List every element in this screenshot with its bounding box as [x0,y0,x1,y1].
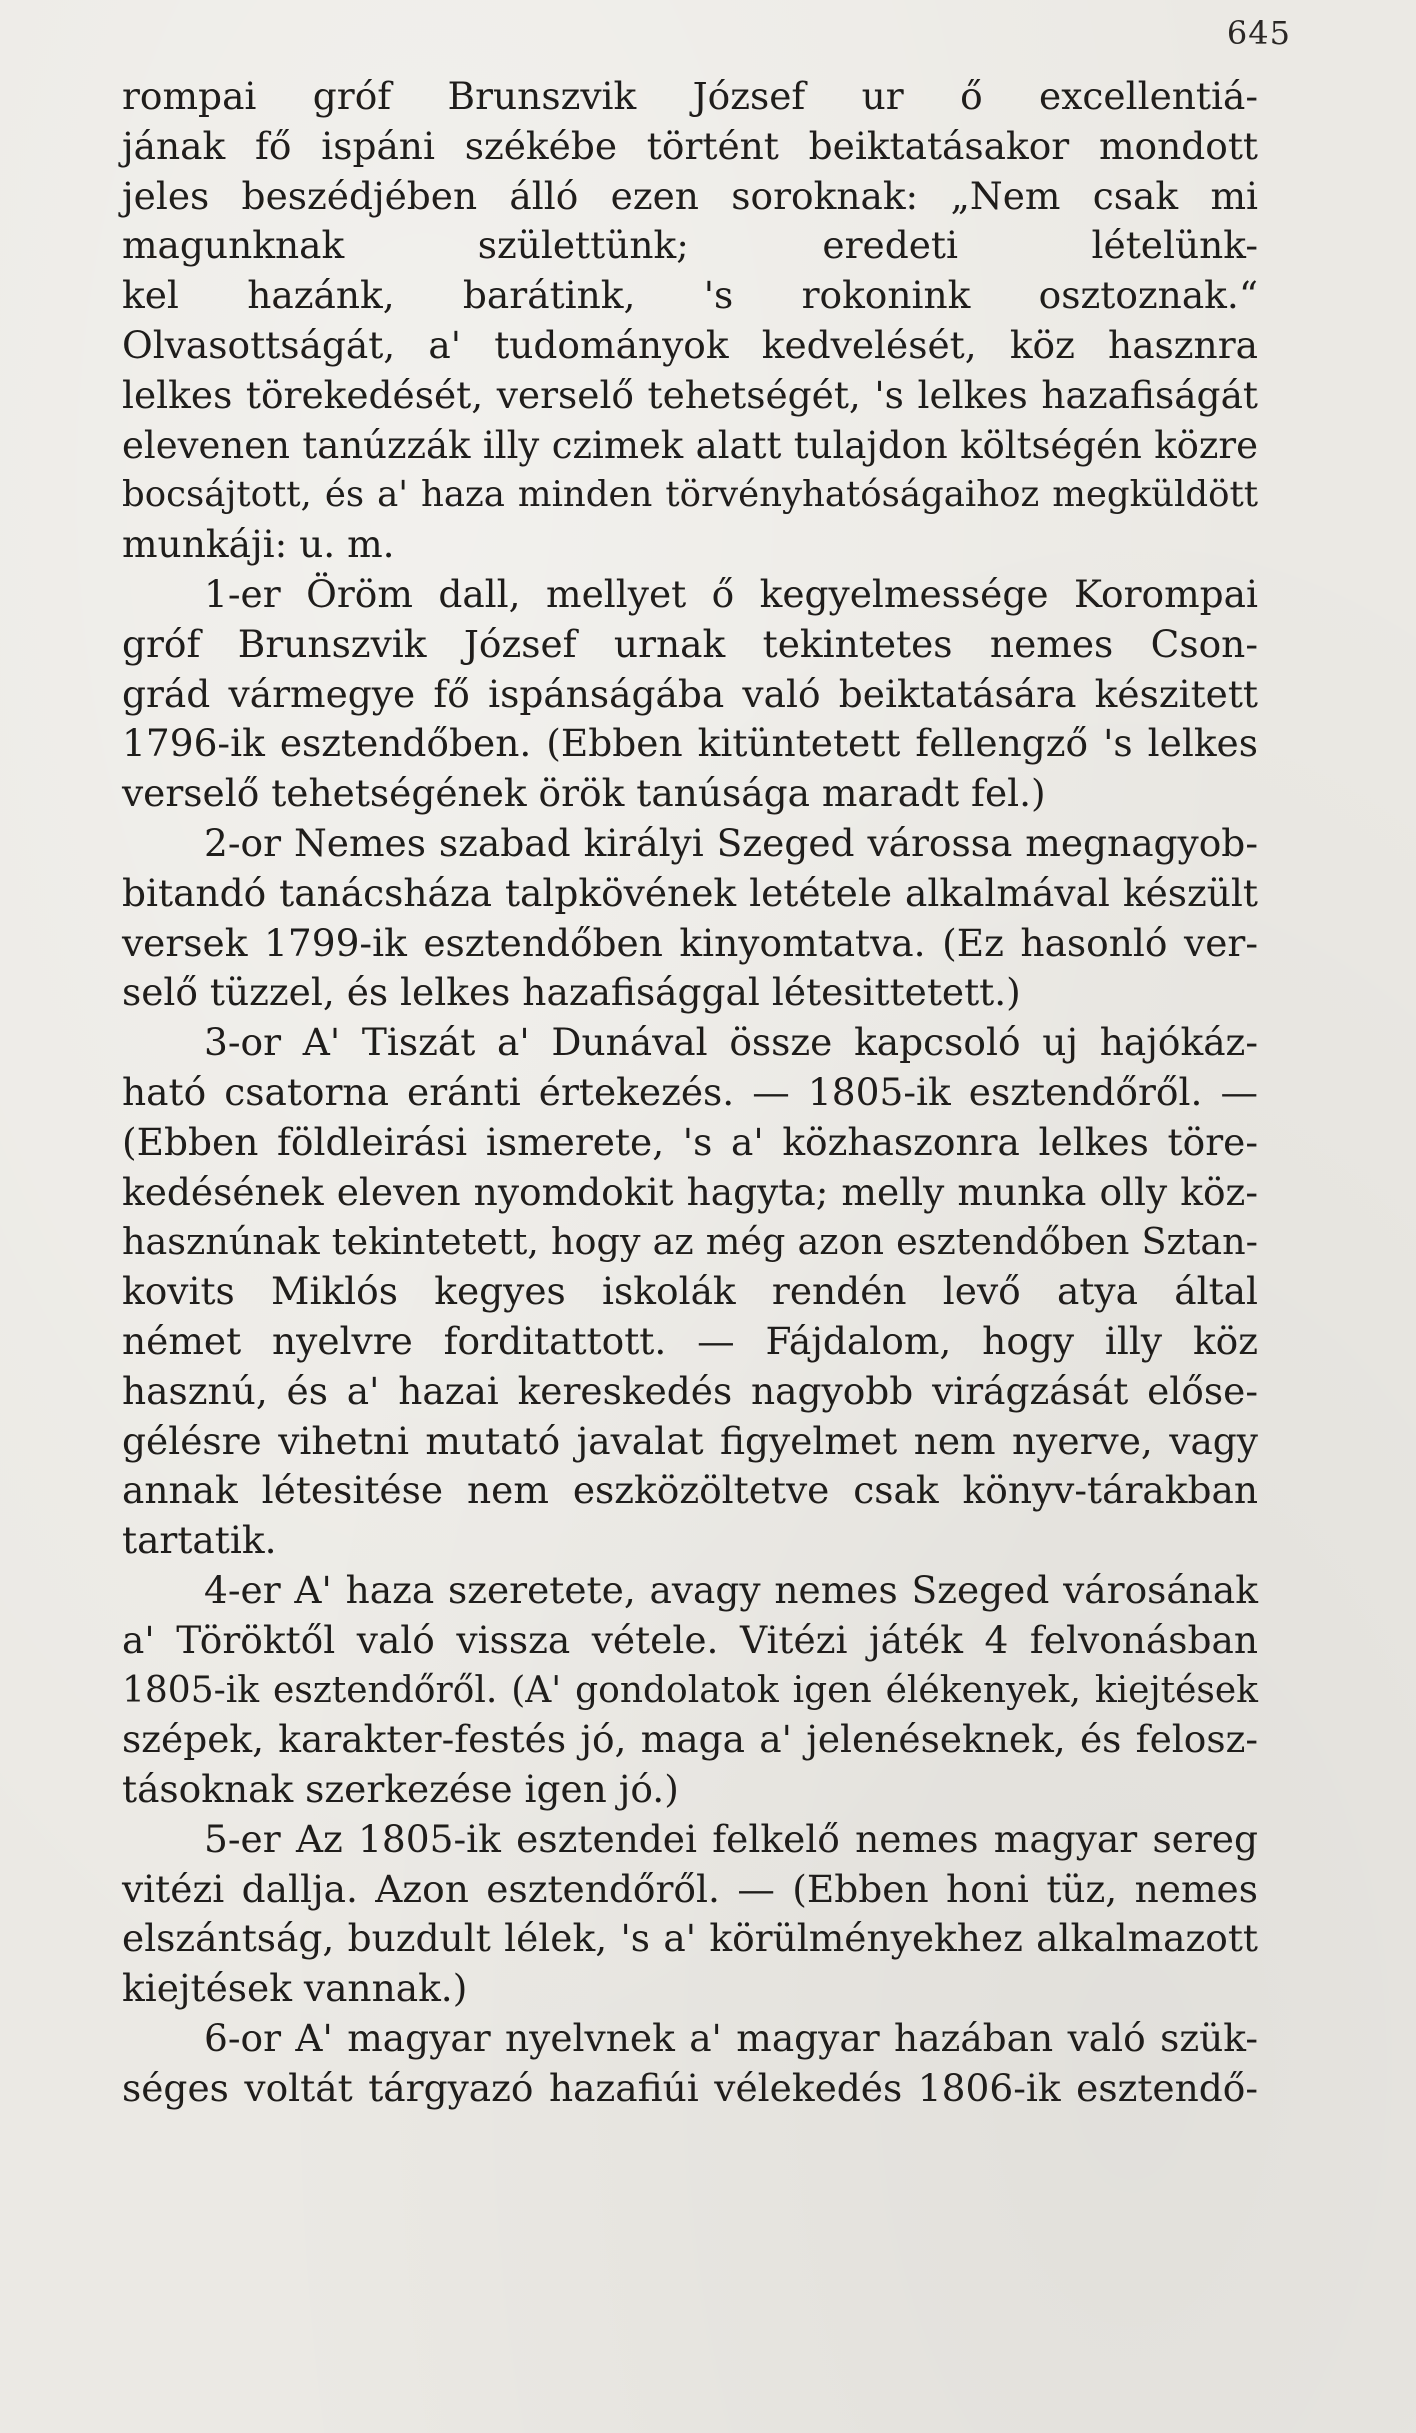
text-line: annak létesitése nem eszközöltetve csak könyv-tárakban [122,1468,1258,1513]
text-line: bitandó tanácsháza talpkövének letétele alkalmával készült [122,870,1258,915]
text-line: magunknak születtünk; eredeti lételünk- [122,223,1258,268]
text-line: hasznúnak tekintetett, hogy az még azon esztendőben Sztan- [122,1220,1258,1264]
text-line: német nyelvre forditattott. — Fájdalom, hogy illy köz [122,1318,1258,1363]
text-line: jának fő ispáni székébe történt beiktatásakor mondott [122,123,1258,168]
text-line: jeles beszédjében álló ezen soroknak: „Nem csak mi [122,173,1258,218]
text-line: tásoknak szerkezése igen jó.) [122,1767,679,1812]
text-line: elszántság, buzdult lélek, 's a' körülményekhez alkalmazott [122,1916,1258,1961]
text-line: munkáji: u. m. [122,522,395,567]
text-line: kedésének eleven nyomdokit hagyta; melly munka olly köz- [122,1169,1258,1214]
text-line: 5-er Az 1805-ik esztendei felkelő nemes magyar sereg [204,1816,1258,1861]
body-text [122,72,1258,2114]
text-line: séges voltát tárgyazó hazafiúi vélekedés 1806-ik esztendő- [122,2065,1258,2110]
text-line: vitézi dallja. Azon esztendőről. — (Ebben honi tüz, nemes [122,1866,1258,1911]
text-line: Olvasottságát, a' tudományok kedvelését, köz hasznra [122,322,1258,367]
text-line: rompai gróf Brunszvik József ur ő excellentiá- [122,74,1258,118]
text-line: 2-or Nemes szabad királyi Szeged várossa megnagyob- [204,820,1258,865]
text-line: bocsájtott, és a' haza minden törvényhatóságaihoz megküldött [122,474,1258,516]
text-line: 1805-ik esztendőről. (A' gondolatok igen élékenyek, kiejtések [122,1669,1258,1711]
text-line: tartatik. [122,1518,277,1563]
text-line: versek 1799-ik esztendőben kinyomtatva. (Ez hasonló ver- [122,920,1258,965]
text-line: 3-or A' Tiszát a' Dunával össze kapcsoló uj hajókáz- [204,1020,1258,1065]
text-line: 1796-ik esztendőben. (Ebben kitüntetett fellengző 's lelkes [122,721,1258,766]
text-line: (Ebben földleirási ismerete, 's a' közhaszonra lelkes töre- [122,1119,1258,1164]
text-line: ható csatorna eránti értekezés. — 1805-ik esztendőről. — [122,1069,1258,1114]
text-line: 6-or A' magyar nyelvnek a' magyar hazában való szük- [204,2016,1258,2061]
text-line: lelkes törekedését, verselő tehetségét, 's lelkes hazafiságát [122,372,1258,417]
text-line: gróf Brunszvik József urnak tekintetes nemes Cson- [122,621,1258,666]
text-line: grád vármegye fő ispánságába való beiktatására készitett [122,671,1258,716]
text-line: kovits Miklós kegyes iskolák rendén levő atya által [122,1269,1258,1314]
text-line: a' Töröktől való vissza vétele. Vitézi játék 4 felvonásban [122,1617,1258,1662]
text-line: szépek, karakter-festés jó, maga a' jelenéseknek, és felosz- [122,1717,1258,1762]
text-line: 4-er A' haza szeretete, avagy nemes Szeged városának [204,1567,1258,1612]
text-line: 1-er Öröm dall, mellyet ő kegyelmessége Korompai [204,571,1258,616]
text-line: hasznú, és a' hazai kereskedés nagyobb virágzását előse- [122,1368,1258,1413]
text-line: gélésre vihetni mutató javalat figyelmet nem nyerve, vagy [122,1418,1258,1463]
text-line: verselő tehetségének örök tanúsága maradt fel.) [122,771,1046,816]
page-number: 645 [1226,14,1291,52]
text-line: kel hazánk, barátink, 's rokonink osztoznak.“ [122,273,1258,318]
text-line: elevenen tanúzzák illy czimek alatt tulajdon költségén közre [122,423,1258,467]
text-line: kiejtések vannak.) [122,1966,468,2011]
text-line: selő tüzzel, és lelkes hazafisággal létesittetett.) [122,970,1021,1015]
